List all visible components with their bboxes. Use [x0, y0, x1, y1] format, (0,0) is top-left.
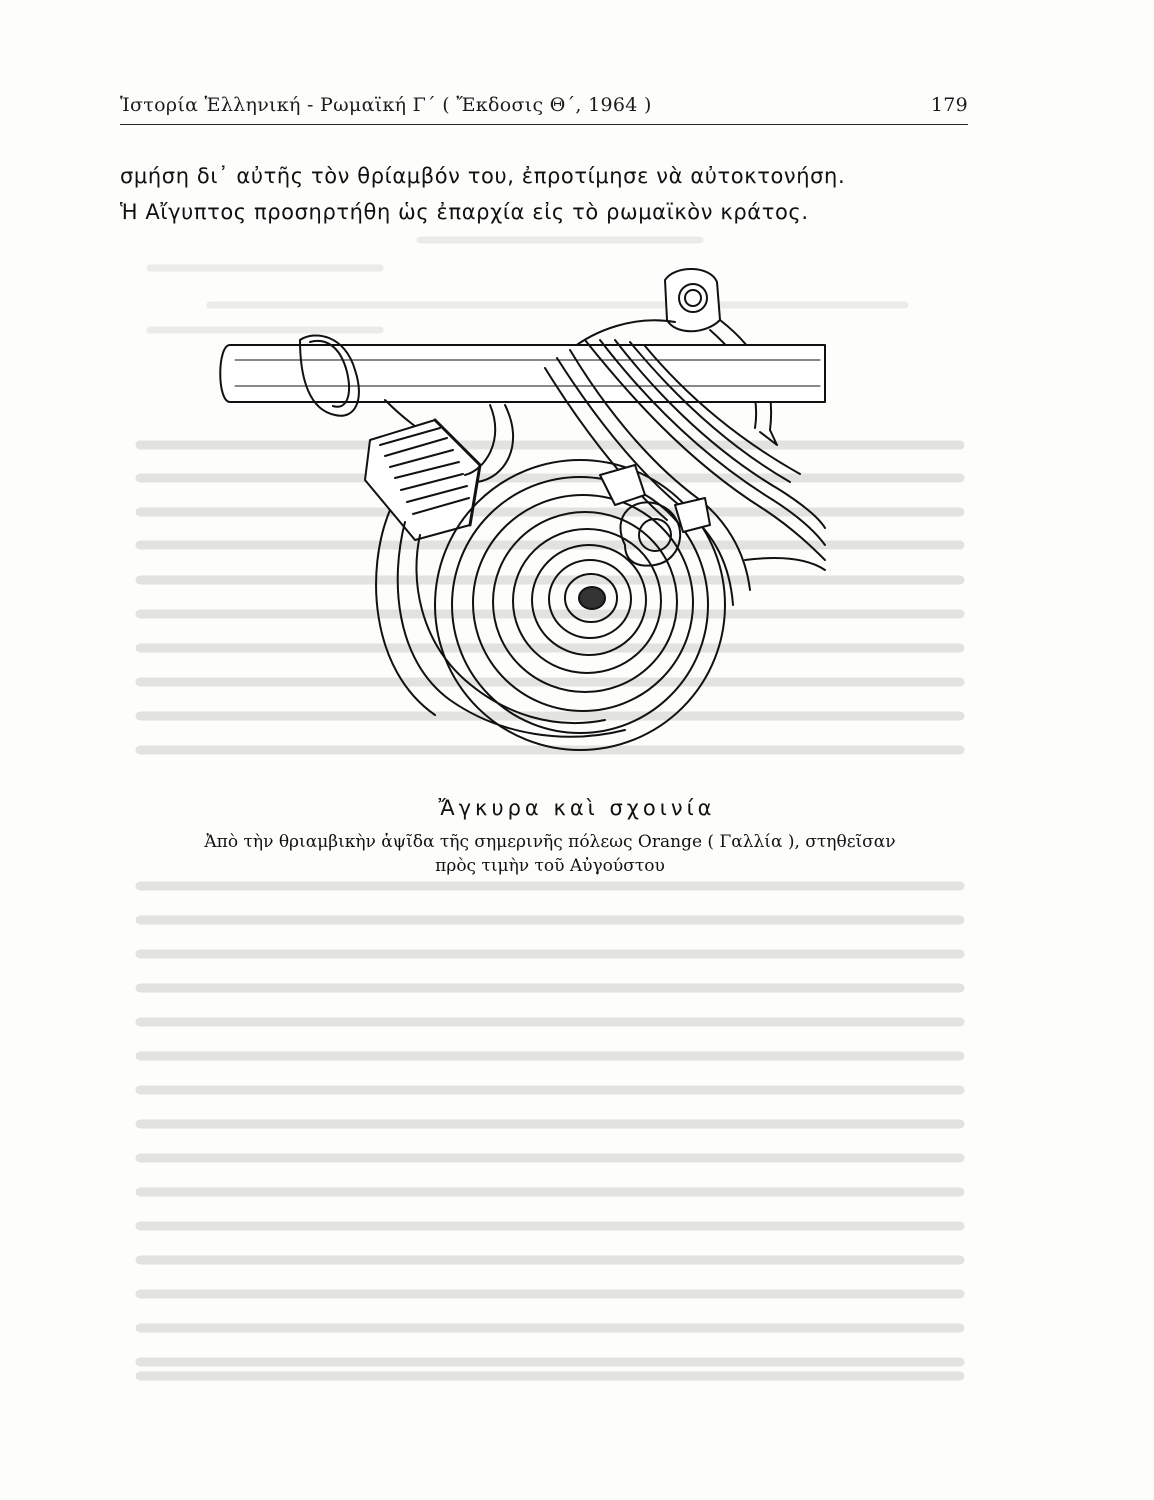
header-rule — [120, 124, 968, 125]
figure-caption-title: Ἄγκυρα καὶ σχοινία — [438, 796, 716, 820]
caption-line: πρὸς τιμὴν τοῦ Αὐγούστου — [435, 856, 665, 876]
body-line: σμήση δι᾽ αὐτῆς τὸν θρίαμβόν του, ἐπροτίμησε νὰ αὐτοκτονήση. — [120, 164, 846, 188]
figure-caption — [100, 830, 1000, 878]
body-line: Ἡ Αἴγυπτος προσηρτήθη ὡς ἐπαρχία εἰς τὸ ρωμαϊκὸν κράτος. — [120, 200, 809, 224]
running-head-title: Ἱστορία Ἑλληνική - Ρωμαϊκή Γ΄ ( Ἔκδοσις Θ΄, 1964 ) — [120, 94, 652, 116]
body-text — [120, 158, 980, 230]
caption-line: Ἀπὸ τὴν θριαμβικὴν ἁψῖδα τῆς σημερινῆς πόλεως Orange ( Γαλλία ), στηθεῖσαν — [204, 832, 896, 852]
running-head — [120, 90, 968, 124]
figure — [205, 260, 830, 780]
anchor-and-ropes-illustration — [205, 260, 830, 780]
page-number: 179 — [930, 94, 968, 116]
